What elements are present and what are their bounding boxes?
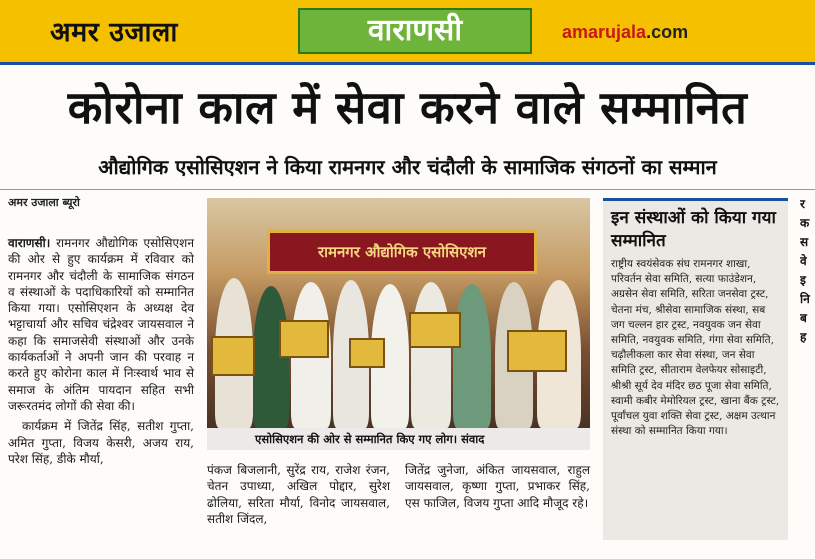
attendees-list-1: कार्यक्रम में जितेंद्र सिंह, सतीश गुप्ता, अमित गुप्ता, विजय केसरी, अजय राय, परेश सिंह, डीके मौर्या, bbox=[8, 419, 194, 466]
adjacent-article-edge: र क स वे इ नि ब ह bbox=[800, 197, 810, 344]
award-plaque bbox=[349, 338, 385, 368]
sidebar-body: राष्ट्रीय स्वयंसेवक संघ रामनगर शाखा, परिवर्तन सेवा समिति, सत्या फाउंडेशन, अग्रसेन सेवा समिति, सरिता जनसेवा ट्रस्ट, चेतना मंच, श्रीसेवा सामाजिक संस्था, सब जग चल्लन हार ट्रस्ट, नवयुवक जन सेवा समिति, नवयुवक समिति, गंगा सेवा समिति, चढ़ौलीकला कार सेवा संस्था, जन सेवा समिति ट्रस्ट, सीताराम वेलफेयर सोसाइटी, श्रीश्री सूर्य देव मंदिर छठ पूजा सेवा समिति, स्वामी कबीर मेमोरियल ट्रस्ट, खाना बैंक ट्रस्ट, पूर्वांचल युवा शक्ति सेवा ट्रस्ट, अक्षम उत्थान संस्था को सम्मानित किया गया। bbox=[611, 258, 780, 438]
article-body: रामनगर औद्योगिक एसोसिएशन की ओर से हुए कार्यक्रम में रविवार को रामनगर और चंदौली के सामाजिक संगठन व संस्थाओं के पदाधिकारियों को सम्मानित किया गया। एसोसिएशन के अध्यक्ष देव भट्टाचार्या और सचिव चंद्रेश्वर जायसवाल ने कहा कि समाजसेवी संस्थाओं और उनके कार्यकर्ताओं ने अपनी जान की परवाह न करते हुए कोरोना काल में निःस्वार्थ भाव से समाज के अंतिम पायदान सहित सभी जरूरतमंद लोगों की सेवा की। bbox=[8, 236, 194, 413]
dateline: वाराणसी। bbox=[8, 236, 51, 250]
award-plaque bbox=[507, 330, 567, 372]
newspaper-logo: अमर उजाला bbox=[50, 17, 178, 48]
divider bbox=[0, 189, 815, 190]
city-edition-badge: वाराणसी bbox=[298, 8, 532, 54]
sidebar-title: इन संस्थाओं को किया गया सम्मानित bbox=[611, 208, 776, 251]
photo-person bbox=[411, 282, 451, 428]
article-column-1 bbox=[8, 235, 194, 467]
honored-organizations-box bbox=[603, 198, 788, 540]
article-column-2: पंकज बिजलानी, सुरेंद्र राय, राजेश रंजन, चेतन उपाध्या, अखिल पोद्दार, सुरेश ढोलिया, सरिता मौर्या, विनोद जायसवाल, सतीश जिंदल, bbox=[207, 463, 390, 526]
award-plaque bbox=[409, 312, 461, 348]
photo-banner: रामनगर औद्योगिक एसोसिएशन bbox=[267, 230, 537, 274]
masthead bbox=[0, 0, 815, 65]
headline: कोरोना काल में सेवा करने वाले सम्मानित bbox=[67, 81, 748, 134]
event-photo bbox=[207, 198, 590, 450]
award-plaque bbox=[279, 320, 329, 358]
article-column-3: जितेंद्र जुनेजा, अंकित जायसवाल, राहुल जायसवाल, कृष्णा गुप्ता, प्रभाकर सिंह, एस फाजिल, विजय गुप्ता आदि मौजूद रहे। bbox=[405, 463, 590, 510]
byline: अमर उजाला ब्यूरो bbox=[8, 196, 80, 209]
photo-caption: एसोसिएशन की ओर से सम्मानित किए गए लोग। संवाद bbox=[207, 428, 590, 450]
site-name: amarujala bbox=[562, 22, 647, 42]
subheadline: औद्योगिक एसोसिएशन ने किया रामनगर और चंदौली के सामाजिक संगठनों का सम्मान bbox=[98, 155, 717, 179]
award-plaque bbox=[211, 336, 255, 376]
photo-person bbox=[453, 284, 491, 428]
site-tld: .com bbox=[646, 22, 689, 42]
website-link[interactable] bbox=[562, 22, 688, 43]
